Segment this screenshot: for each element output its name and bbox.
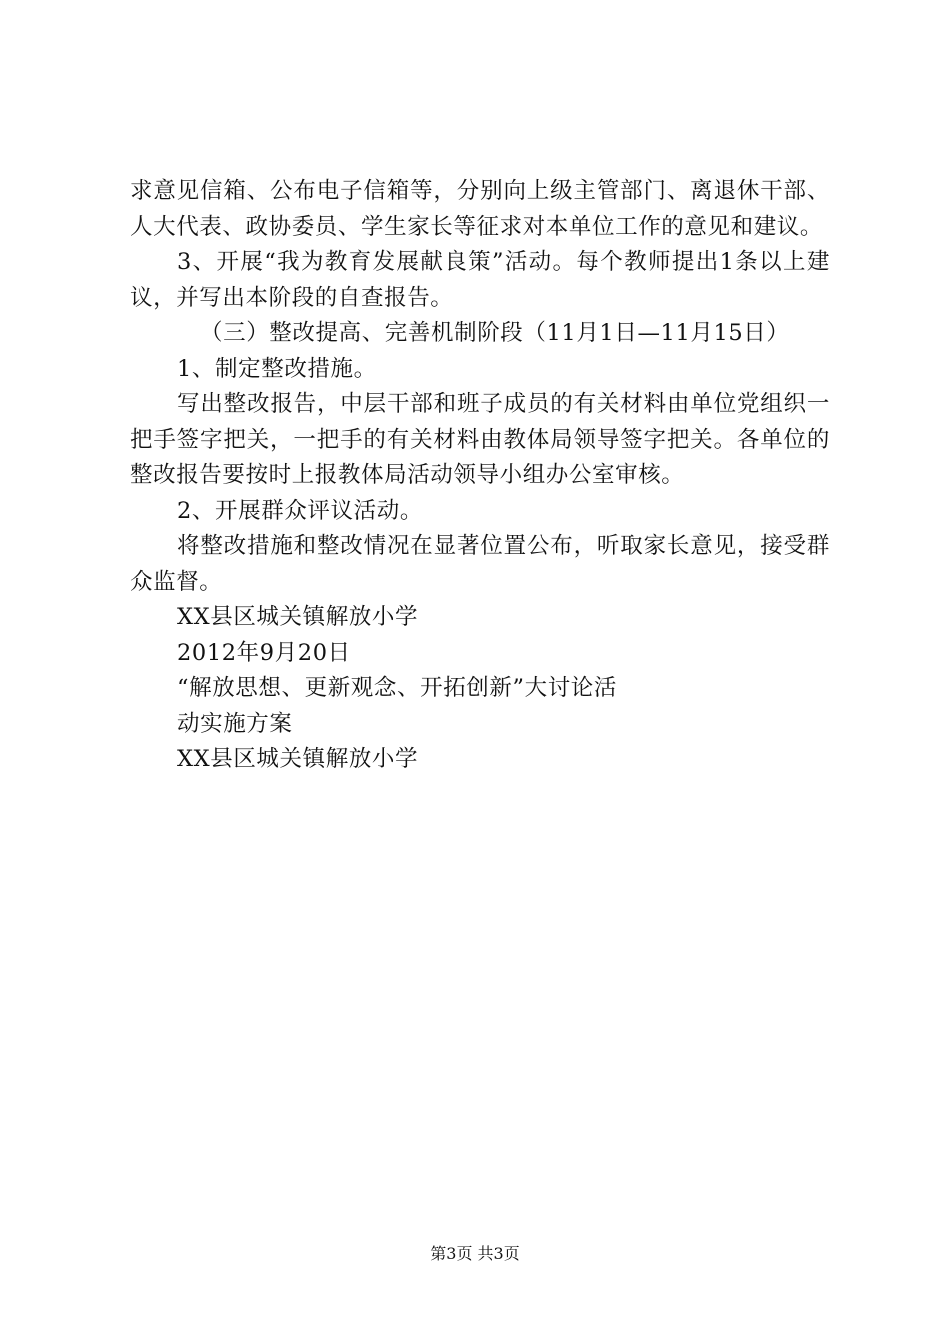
- paragraph-body: 将整改措施和整改情况在显著位置公布，听取家长意见，接受群众监督。: [130, 533, 830, 595]
- paragraph-body: 写出整改报告，中层干部和班子成员的有关材料由单位党组织一把手签字把关，一把手的有关材料由教体局领导签字把关。各单位的整改报告要按时上报教体局活动领导小组办公室审核。: [130, 391, 830, 488]
- page-footer: 第3页 共3页: [430, 1244, 520, 1263]
- signature-organization: XX县区城关镇解放小学: [177, 604, 419, 630]
- document-title-line-1: “解放思想、更新观念、开拓创新”大讨论活: [177, 675, 618, 701]
- paragraph-item-1: 1、制定整改措施。: [177, 355, 377, 382]
- document-title-line-2: 动实施方案: [177, 710, 293, 737]
- paragraph-continuation: 求意见信箱、公布电子信箱等，分别向上级主管部门、离退休干部、人大代表、政协委员、学生家长等征求对本单位工作的意见和建议。: [130, 178, 830, 240]
- document-body: [130, 174, 830, 778]
- paragraph-item-2: 2、开展群众评议活动。: [177, 497, 423, 524]
- document-organization: XX县区城关镇解放小学: [177, 746, 419, 772]
- signature-date: 2012年9月20日: [177, 639, 351, 666]
- section-heading-3: （三）整改提高、完善机制阶段（11月1日—11月15日）: [200, 320, 790, 346]
- paragraph-item-3: 3、开展“我为教育发展献良策”活动。每个教师提出1条以上建议，并写出本阶段的自查报告。: [130, 249, 830, 311]
